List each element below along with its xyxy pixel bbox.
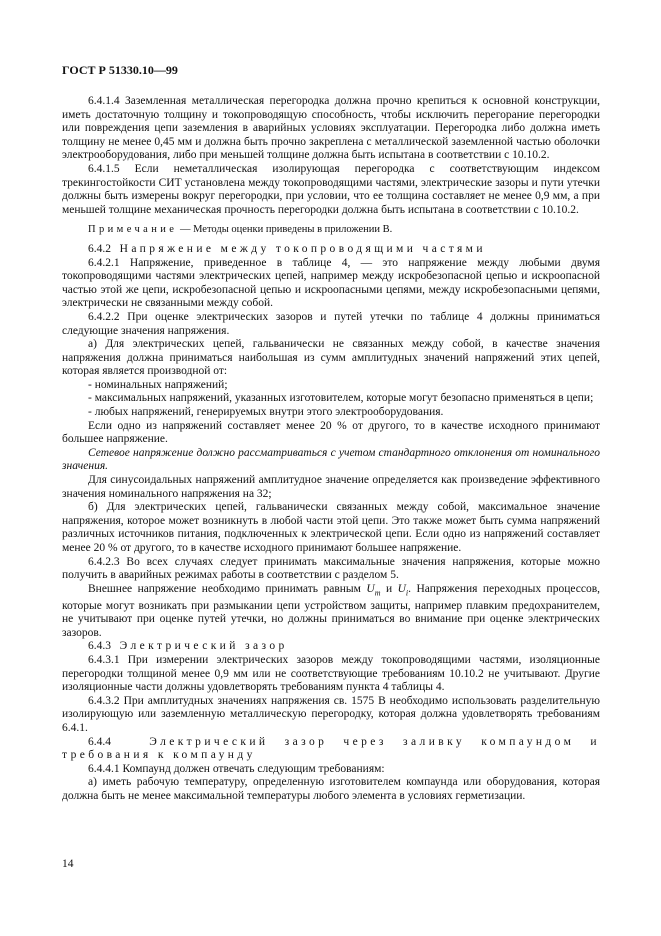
note-label: Примечание (88, 224, 178, 236)
list-item: - номинальных напряжений; (88, 378, 228, 391)
section-heading-6-4-2 (62, 243, 600, 257)
page-number: 14 (62, 858, 74, 870)
section-heading-6-4-3 (62, 640, 600, 654)
paragraph-6-4-2-3: 6.4.2.3 Во всех случаях следует принимать максимальные значения напряжения, которые можно получить в аварийных режимах работы в соответствии с разделом 5. (62, 555, 600, 582)
paragraph-6-4-1-5: 6.4.1.5 Если неметаллическая изолирующая перегородка с соответствующим индексом трекингостойкости СИТ установлена между токопроводящими частями, электрические зазоры и пути утечки должны быть измерены вокруг перегородки, при условии, что ее толщина составляет не менее 0,9 мм, а при меньшей толщине механическая прочность перегородки должна быть испытана в соответствии с 10.10.2. (62, 162, 600, 216)
paragraph-6-4-2-2: 6.4.2.2 При оценке электрических зазоров и путей утечки по таблице 4 должны приниматься следующие значения напряжения. (62, 310, 600, 337)
symbol-u: U (366, 582, 375, 595)
paragraph-item-a-compound: а) иметь рабочую температуру, определенную изготовителем компаунда или оборудования, которая должна быть не менее максимальной температуры любого элемента в условиях герметизации. (62, 776, 600, 802)
paragraph-6-4-1-4: 6.4.1.4 Заземленная металлическая перегородка должна прочно крепиться к основной конструкции, иметь достаточную толщину и токопроводящую способность, чтобы исключить перегорание перегородки или повреждения цепи заземления в аварийных условиях эксплуатации. Перегородка либо должна иметь толщину не менее 0,45 мм и должна быть прочно закреплена с металлической заземленной частью оболочки электрооборудования, либо при меньшей толщине должна быть испытана в соответствии с 10.10.2. (62, 95, 600, 162)
section-number: 6.4.3 (88, 640, 111, 653)
section-number: 6.4.2 (88, 242, 111, 255)
note-text: — Методы оценки приведены в приложении В. (177, 224, 393, 236)
paragraph-6-4-3-2: 6.4.3.2 При амплитудных значениях напряжения св. 1575 В необходимо использовать разделительную изолирующую или заземленную металлическую перегородку, которая должна удовлетворять требованиям 6.4.1. (62, 694, 600, 735)
list-item: - максимальных напряжений, указанных изготовителем, которые могут безопасно применяться в цепи; (88, 392, 594, 405)
paragraph-6-4-4-1: 6.4.4.1 Компаунд должен отвечать следующим требованиям: (88, 762, 385, 775)
paragraph-external-voltage (62, 583, 600, 641)
section-title: Электрический зазор (119, 640, 288, 653)
text-run: и (380, 582, 398, 595)
paragraph-italic-note: Сетевое напряжение должно рассматриваться с учетом стандартного отклонения от номинального значения. (62, 446, 600, 473)
text-run: Внешнее напряжение необходимо принимать равным (88, 582, 367, 595)
symbol-u: U (397, 582, 406, 595)
paragraph-item-a: а) Для электрических цепей, гальванически не связанных между собой, в качестве значения напряжения должна приниматься наибольшая из сумм амплитудных значений напряжений этих цепей, которая является производной от: (62, 338, 600, 378)
document-body (62, 95, 600, 804)
list-item: - любых напряжений, генерируемых внутри этого электрооборудования. (88, 406, 444, 419)
paragraph-item-b: б) Для электрических цепей, гальванически связанных между собой, максимальное значение напряжения, которое может возникнуть в любой части этой цепи. Это также может быть сумма напряжений различных источников питания, подключенных к электрической цепи. Если одно из напряжений составляет менее 20 % от другого, то в качестве исходного принимают большее напряжение. (62, 501, 600, 554)
paragraph-sinusoidal: Для синусоидальных напряжений амплитудное значение определяется как произведение эффективного значения номинального напряжения на 32; (62, 474, 600, 500)
section-title: Напряжение между токопроводящими частями (119, 242, 486, 255)
section-heading-6-4-4 (62, 736, 600, 763)
paragraph-6-4-2-1: 6.4.2.1 Напряжение, приведенное в таблице 4, — это напряжение между любыми двумя токопроводящими частями электрических цепей, например между искробезопасной цепью и искроопасной частью этой же цепи, искробезопасной цепью и искроопасными цепями, между искробезопасными цепями, электрически не связанными между собой. (62, 256, 600, 310)
standard-title: ГОСТ Р 51330.10—99 (62, 63, 178, 77)
subscript-m: m (374, 588, 381, 598)
paragraph-twenty-percent: Если одно из напряжений составляет менее 20 % от другого, то в качестве исходного принимают большее напряжение. (62, 419, 600, 446)
section-number: 6.4.4 (88, 735, 111, 748)
subscript-i: i (405, 588, 409, 598)
section-title: Электрический зазор через заливку компаундом и требования к компаунду (62, 735, 600, 762)
note (62, 223, 600, 237)
paragraph-6-4-3-1: 6.4.3.1 При измерении электрических зазоров между токопроводящими частями, изоляционные перегородки толщиной менее 0,9 мм или не соответствующие требованиям 10.10.2 не учитывают. Другие изоляционные части должны удовлетворять требованиям пункта 4 таблицы 4. (62, 654, 600, 694)
text-run: . Напряжения переходных процессов, которые могут возникать при размыкании цепи устройством защиты, например плавким предохранителем, не учитывают при оценке путей утечки, но должны приниматься во внимание при оценке электрических зазоров. (62, 582, 601, 639)
